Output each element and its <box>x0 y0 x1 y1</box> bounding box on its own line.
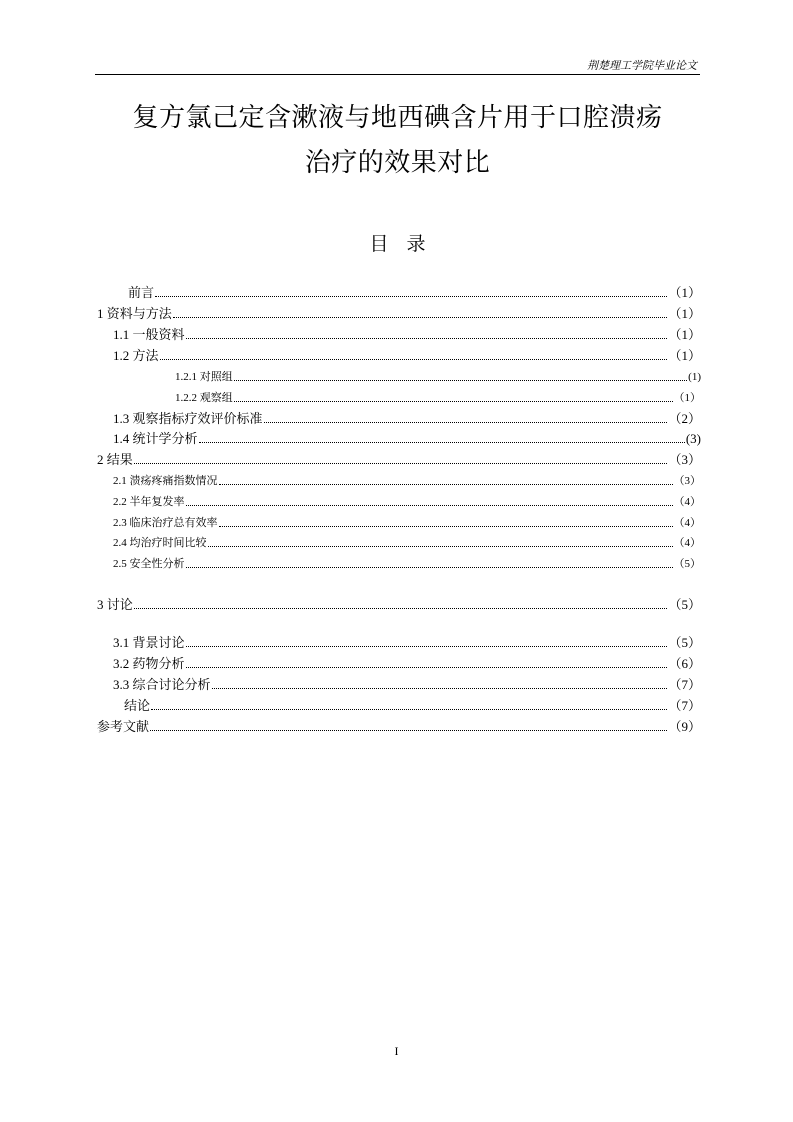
toc-leader <box>212 688 668 689</box>
toc-leader <box>219 526 673 527</box>
toc-entry-label: 2.5 安全性分析 <box>113 558 185 570</box>
toc-entry-label: 参考文献 <box>97 719 150 734</box>
toc-leader <box>186 338 668 339</box>
toc-entry-1-1[interactable] <box>97 325 701 343</box>
toc-entry-2-5[interactable] <box>97 554 701 572</box>
toc-entry-page: （7） <box>668 677 701 692</box>
toc-entry-page: （5） <box>668 597 701 612</box>
toc-leader <box>151 709 667 710</box>
toc-leader <box>186 567 673 568</box>
toc-entry-3-1[interactable] <box>97 633 701 651</box>
toc-leader <box>134 463 668 464</box>
toc-entry-page: （1） <box>668 285 701 300</box>
toc-entry-3-2[interactable] <box>97 654 701 672</box>
title-line-2: 治疗的效果对比 <box>304 148 491 178</box>
toc-entry-label: 1.4 统计学分析 <box>113 431 198 446</box>
toc-heading: 目 录 <box>369 233 426 255</box>
toc-entry-page: （4） <box>673 517 701 529</box>
toc-entry-1-2-2[interactable] <box>97 388 701 406</box>
toc-entry-3-3[interactable] <box>97 675 701 693</box>
toc-entry-conclusion[interactable] <box>97 696 701 714</box>
toc-leader <box>186 505 673 506</box>
toc-entry-page: （1） <box>668 348 701 363</box>
header-rule <box>95 74 700 75</box>
toc-entry-2[interactable] <box>97 450 701 468</box>
toc-entry-page: （3） <box>668 452 701 467</box>
toc-leader <box>264 422 668 423</box>
toc-entry-label: 2.3 临床治疗总有效率 <box>113 517 218 529</box>
toc-leader <box>234 401 673 402</box>
toc-entry-label: 2.1 溃疡疼痛指数情况 <box>113 475 218 487</box>
toc-entry-label: 1.2.2 观察组 <box>175 392 233 404</box>
toc-leader <box>234 380 687 381</box>
toc-entry-label: 1.1 一般资料 <box>113 327 185 342</box>
toc-leader <box>208 546 673 547</box>
toc-entry-1-2-1[interactable] <box>97 367 701 385</box>
running-header: 荆楚理工学院毕业论文 <box>587 60 697 72</box>
toc-entry-preface[interactable] <box>97 283 701 301</box>
toc-entry-2-3[interactable] <box>97 513 701 531</box>
toc-entry-page: （1） <box>668 306 701 321</box>
toc-entry-label: 2.4 均治疗时间比较 <box>113 537 207 549</box>
toc-leader <box>186 646 668 647</box>
toc-entry-page: （5） <box>673 558 701 570</box>
toc-entry-page: （4） <box>673 496 701 508</box>
toc-entry-label: 2.2 半年复发率 <box>113 496 185 508</box>
toc-leader <box>134 608 668 609</box>
toc-entry-3[interactable] <box>97 595 701 613</box>
toc-entry-label: 3 讨论 <box>97 597 133 612</box>
toc-entry-page: （5） <box>668 635 701 650</box>
toc-entry-1[interactable] <box>97 304 701 322</box>
toc-entry-1-4[interactable] <box>97 429 701 447</box>
toc-entry-page: (1) <box>688 371 701 383</box>
toc-entry-references[interactable] <box>97 717 701 735</box>
toc-entry-label: 3.1 背景讨论 <box>113 635 185 650</box>
toc-leader <box>199 442 685 443</box>
toc-entry-label: 3.2 药物分析 <box>113 656 185 671</box>
toc-entry-2-1[interactable] <box>97 471 701 489</box>
toc-entry-label: 结论 <box>124 698 151 713</box>
toc-entry-page: (3) <box>685 431 701 446</box>
toc-entry-label: 3.3 综合讨论分析 <box>113 677 211 692</box>
toc-entry-page: （4） <box>673 537 701 549</box>
title-line-1: 复方氯己定含漱液与地西碘含片用于口腔溃疡 <box>132 103 663 133</box>
toc-entry-page: （1） <box>668 327 701 342</box>
toc-leader <box>173 317 668 318</box>
toc-entry-1-3[interactable] <box>97 409 701 427</box>
toc-entry-label: 前言 <box>128 285 155 300</box>
toc-leader <box>155 296 667 297</box>
toc-leader <box>186 667 668 668</box>
toc-entry-page: （1） <box>673 392 701 404</box>
toc-entry-2-4[interactable] <box>97 533 701 551</box>
toc-leader <box>160 359 668 360</box>
toc-entry-label: 1.3 观察指标疗效评价标准 <box>113 411 263 426</box>
toc-entry-2-2[interactable] <box>97 492 701 510</box>
page-number: I <box>394 1044 399 1058</box>
toc-leader <box>219 484 673 485</box>
toc-entry-label: 1.2.1 对照组 <box>175 371 233 383</box>
toc-entry-page: （6） <box>668 656 701 671</box>
toc-entry-label: 2 结果 <box>97 452 133 467</box>
toc-entry-page: （3） <box>673 475 701 487</box>
toc-entry-page: （2） <box>668 411 701 426</box>
toc-entry-label: 1 资料与方法 <box>97 306 172 321</box>
toc-entry-1-2[interactable] <box>97 346 701 364</box>
toc-entry-page: （7） <box>668 698 701 713</box>
toc-entry-label: 1.2 方法 <box>113 348 159 363</box>
toc-entry-page: （9） <box>668 719 701 734</box>
toc-leader <box>150 730 667 731</box>
